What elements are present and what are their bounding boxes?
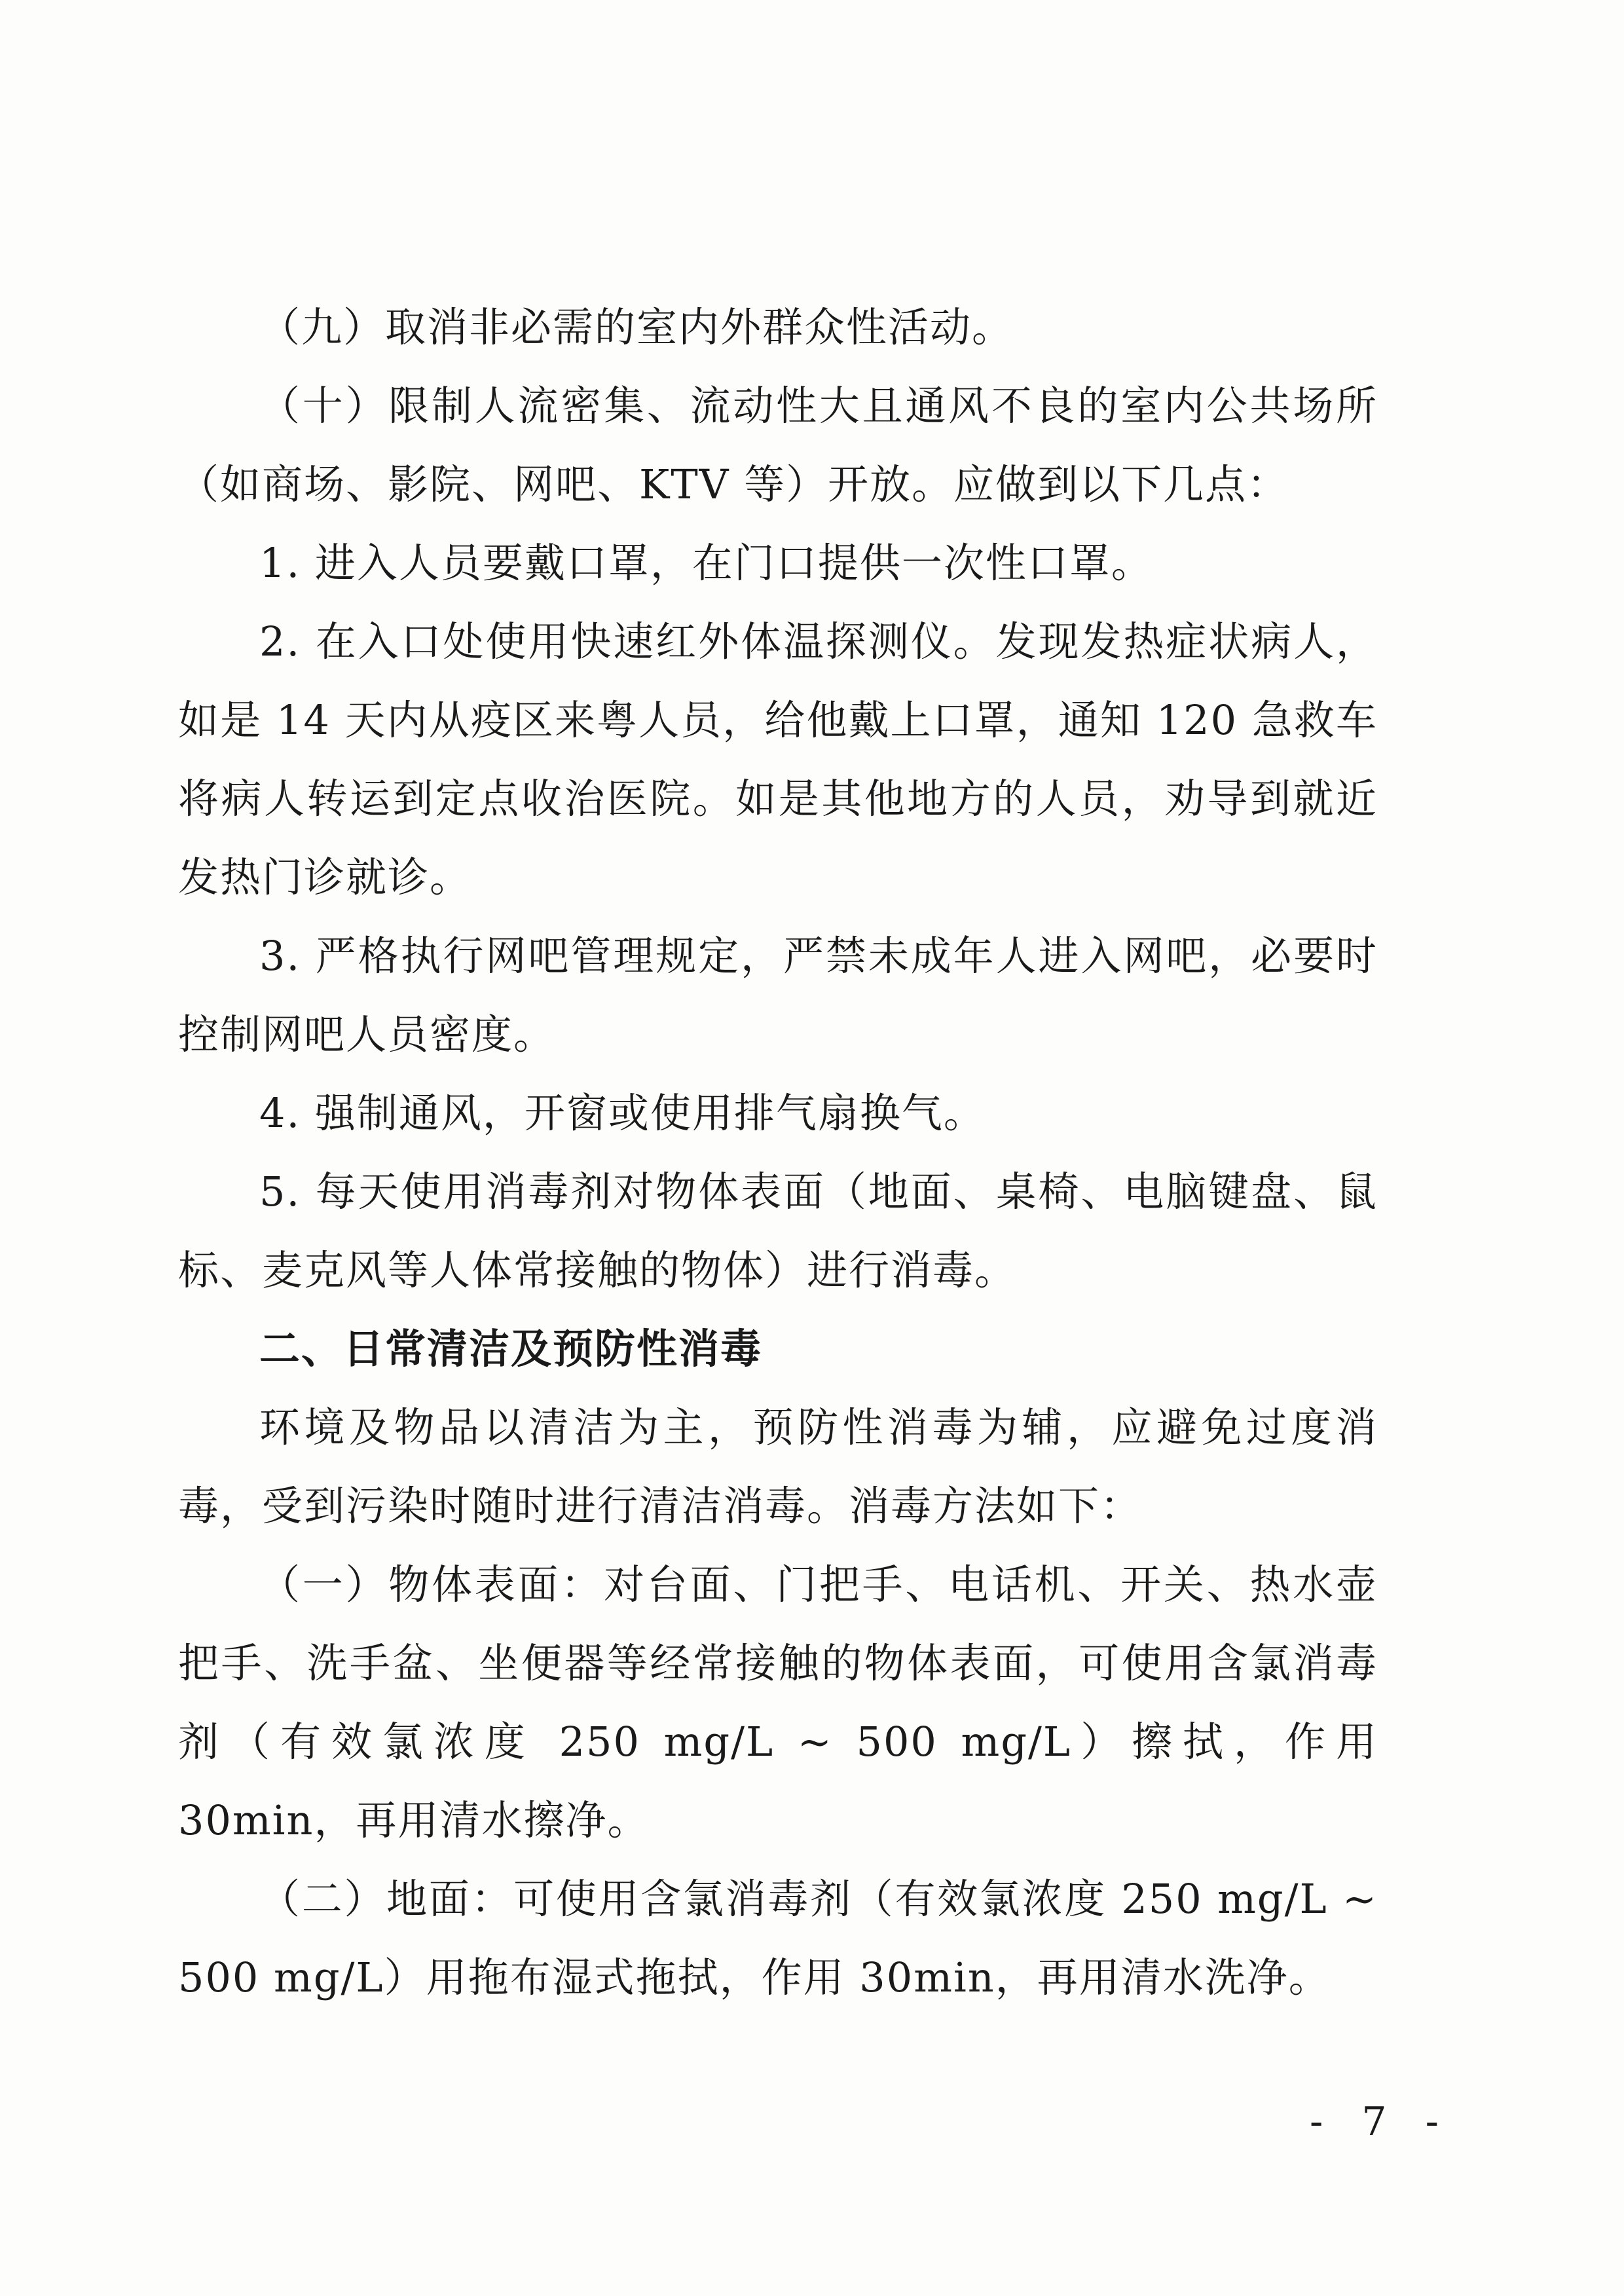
paragraph-floor: （二）地面：可使用含氯消毒剂（有效氯浓度 250 mg/L ~ 500 mg/L）用拖布湿式拖拭，作用 30min，再用清水洗净。 (178, 1875, 1378, 2001)
paragraph-item-10: （十）限制人流密集、流动性大且通风不良的室内公共场所（如商场、影院、网吧、KTV 等）开放。应做到以下几点： (178, 382, 1378, 508)
paragraph-item-9: （九）取消非必需的室内外群众性活动。 (259, 303, 1014, 351)
paragraph-point-1: 1. 进入人员要戴口罩，在门口提供一次性口罩。 (259, 539, 1153, 587)
paragraph-point-4: 4. 强制通风，开窗或使用排气扇换气。 (259, 1089, 986, 1137)
paragraph-point-5: 5. 每天使用消毒剂对物体表面（地面、桌椅、电脑键盘、鼠标、麦克风等人体常接触的物体）进行消毒。 (178, 1168, 1378, 1294)
paragraph-section-intro: 环境及物品以清洁为主，预防性消毒为辅，应避免过度消毒，受到污染时随时进行清洁消毒。消毒方法如下： (178, 1403, 1378, 1530)
paragraph-object-surface: （一）物体表面：对台面、门把手、电话机、开关、热水壶把手、洗手盆、坐便器等经常接触的物体表面，可使用含氯消毒剂（有效氯浓度 250 mg/L ~ 500 mg/L）擦拭，作用 30min，再用清水擦净。 (178, 1561, 1378, 1844)
paragraph-point-3: 3. 严格执行网吧管理规定，严禁未成年人进入网吧，必要时控制网吧人员密度。 (178, 932, 1378, 1058)
page-number: - 7 - (1310, 2099, 1452, 2145)
section-heading: 二、日常清洁及预防性消毒 (259, 1325, 763, 1373)
document-body (178, 288, 1378, 2017)
paragraph-point-2: 2. 在入口处使用快速红外体温探测仪。发现发热症状病人，如是 14 天内从疫区来粤人员，给他戴上口罩，通知 120 急救车将病人转运到定点收治医院。如是其他地方的人员，劝导到就近发热门诊就诊。 (178, 618, 1378, 901)
